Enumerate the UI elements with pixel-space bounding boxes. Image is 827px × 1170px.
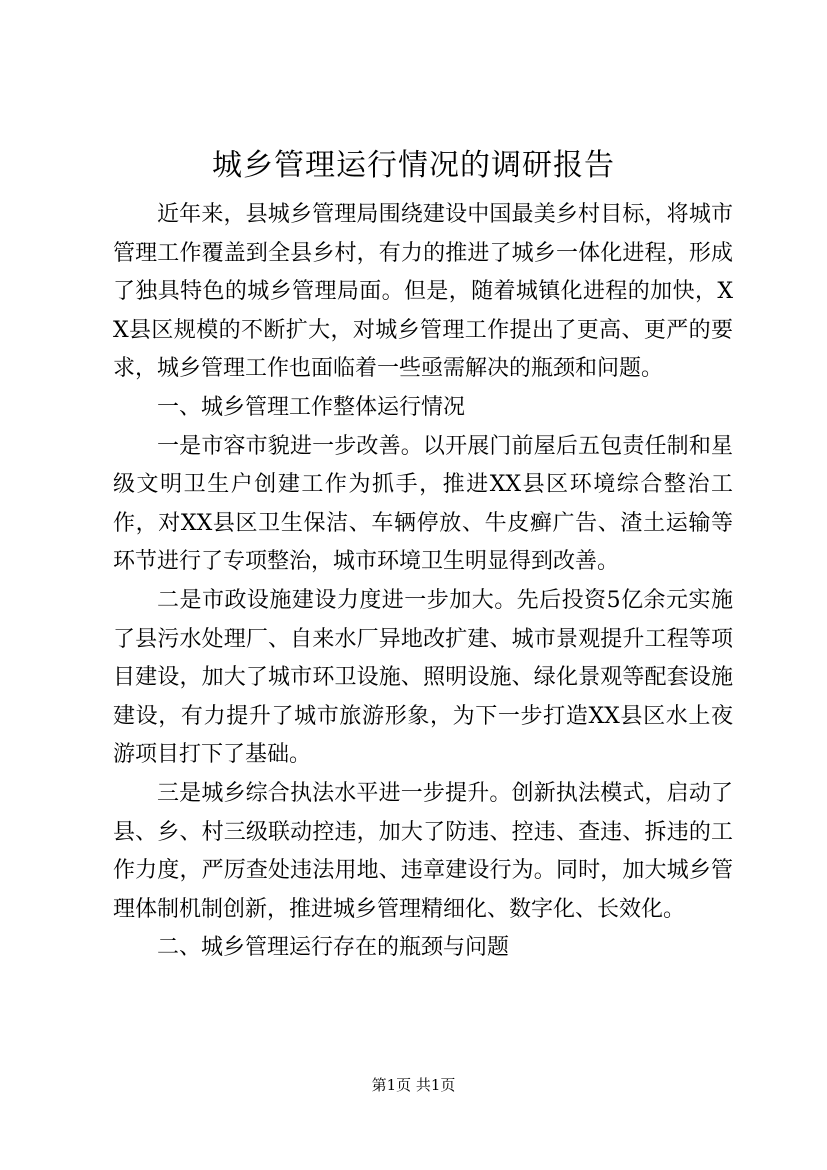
section-heading-2: 二、城乡管理运行存在的瓶颈与问题 bbox=[157, 935, 510, 961]
document-body bbox=[113, 196, 733, 968]
paragraph-item-3: 三是城乡综合执法水平进一步提升。创新执法模式，启动了县、乡、村三级联动控违，加大了防违、控违、查违、拆违的工作力度，严厉查处违法用地、违章建设行为。同时，加大城乡管理体制机制创新，推进城乡管理精细化、数字化、长效化。 bbox=[113, 780, 733, 922]
paragraph-item-1: 一是市容市貌进一步改善。以开展门前屋后五包责任制和星级文明卫生户创建工作为抓手，推进XX县区环境综合整治工作，对XX县区卫生保洁、车辆停放、牛皮癣广告、渣土运输等环节进行了专项整治，城市环境卫生明显得到改善。 bbox=[113, 433, 733, 575]
paragraph-intro: 近年来，县城乡管理局围绕建设中国最美乡村目标，将城市管理工作覆盖到全县乡村，有力的推进了城乡一体化进程，形成了独具特色的城乡管理局面。但是，随着城镇化进程的加快，XX县区规模的不断扩大，对城乡管理工作提出了更高、更严的要求，城乡管理工作也面临着一些亟需解决的瓶颈和问题。 bbox=[113, 202, 733, 382]
paragraph-item-2: 二是市政设施建设力度进一步加大。先后投资5亿余元实施了县污水处理厂、自来水厂异地改扩建、城市景观提升工程等项目建设，加大了城市环卫设施、照明设施、绿化景观等配套设施建设，有力提升了城市旅游形象，为下一步打造XX县区水上夜游项目打下了基础。 bbox=[113, 587, 733, 768]
document-title: 城乡管理运行情况的调研报告 bbox=[212, 148, 615, 183]
page-number-footer: 第1页 共1页 bbox=[371, 1076, 456, 1094]
section-heading-1: 一、城乡管理工作整体运行情况 bbox=[157, 394, 466, 420]
